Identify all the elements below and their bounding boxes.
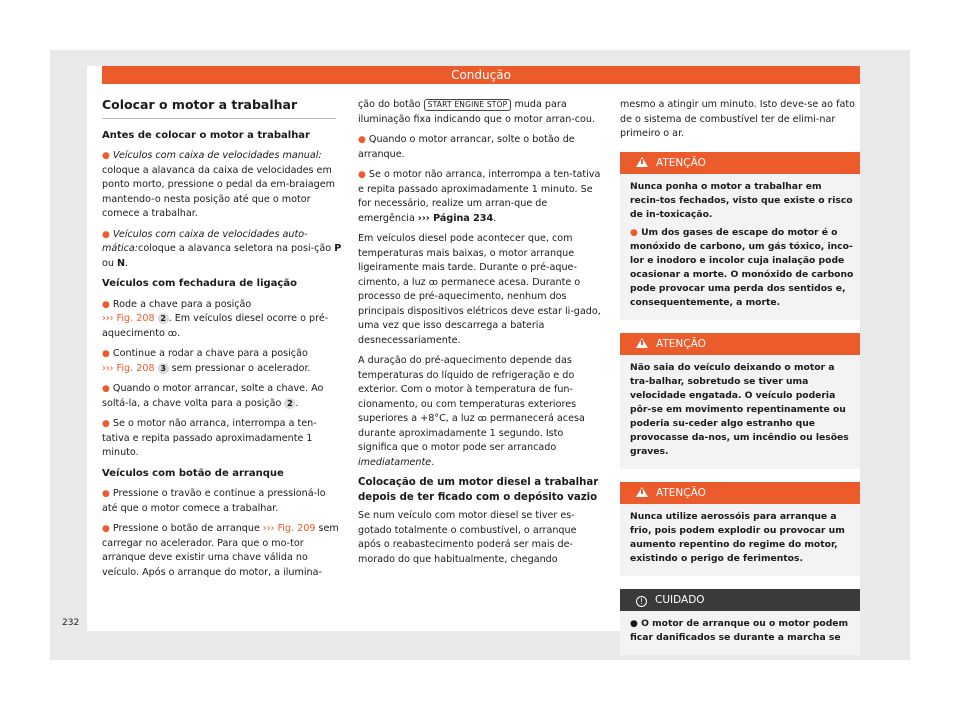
subhead-diesel-empty-tank: Colocação de um motor diesel a trabalhar depois de ter ficado com o depósito vazio (358, 477, 599, 503)
bullet-icon: ● (102, 384, 110, 394)
start-engine-stop-key: START ENGINE STOP (424, 99, 512, 111)
fig-209-link[interactable]: ››› Fig. 209 (262, 523, 316, 534)
caution-title: CUIDADO (655, 593, 705, 606)
diesel-empty-text: Se num veículo com motor diesel se tiver es-gotado totalmente o combustível, o arranque após o reabastecimento poderá ser mais de-morado do que habitualmente, chegando (358, 510, 577, 565)
warning-triangle-icon (636, 157, 648, 167)
release-key-text: Quando o motor arrancar, solte a chave. Ao soltá-la, a chave volta para a posição (102, 383, 324, 409)
turn-key-text: Rode a chave para a posição (112, 298, 252, 310)
diesel-cold-text: Em veículos diesel pode acontecer que, com temperaturas mais baixas, o motor arranque ligeiramente mais tarde. Durante o pré-aque-cimento, a luz (358, 233, 577, 288)
warning-triangle-icon (636, 338, 648, 348)
preheat-duration-text: A duração do pré-aquecimento depende das temperaturas do líquido de refrigeração e do exterior. Com o motor à temperatura de fun-cionamento, ou com temperaturas exteriores superiores a +8°C, a luz (358, 355, 577, 424)
period: . (431, 456, 435, 468)
para-automatic-gearbox (102, 228, 342, 272)
fig-208-link[interactable]: ››› Fig. 208 (102, 362, 155, 374)
period: . (295, 397, 299, 409)
glow-plug-icon: ꝏ (167, 328, 178, 339)
position-p: P (334, 243, 342, 254)
warning-title: ATENÇÃO (656, 486, 706, 499)
press-brake-text: Pressione o travão e continue a pressioná-lo até que o motor comece a trabalhar. (102, 488, 326, 514)
column-2 (358, 98, 602, 573)
page-number: 232 (62, 618, 80, 628)
warning-body (620, 174, 860, 320)
bullet-icon: ● (102, 229, 110, 240)
bullet-icon: ● (358, 135, 366, 145)
bullet-icon: ● (102, 151, 110, 161)
para-press-brake (102, 487, 342, 516)
button-illumination-text: ção do botão (358, 99, 424, 110)
para-diesel-cold (358, 232, 602, 348)
para-button-illumination (358, 98, 602, 127)
text-or: ou (102, 257, 117, 269)
period: . (493, 212, 497, 224)
warning-box-1 (620, 152, 860, 320)
release-button-text: Quando o motor arrancar, solte o botão de arranque. (358, 134, 575, 160)
auto-gearbox-text: coloque a alavanca seletora na posi-ção (138, 243, 335, 254)
caution-body (620, 611, 860, 655)
fig-208-link[interactable]: ››› Fig. 208 (102, 313, 155, 324)
bullet-icon: ● (102, 489, 110, 499)
column-3 (620, 98, 860, 655)
warning-text: Nunca ponha o motor a trabalhar em recin-tos fechados, visto que existe o risco de in-toxicação. (630, 180, 853, 220)
turn-key-text-2: . Em veículos diesel ocorre o pré-aquecimento (102, 313, 329, 339)
auto-gearbox-label: Veículos com caixa de velocidades auto-mática: (102, 228, 308, 254)
glow-plug-icon: ꝏ (477, 414, 487, 424)
warning-title: ATENÇÃO (656, 337, 706, 350)
subhead-ignition-lock: Veículos com fechadura de ligação (102, 278, 297, 289)
warning-header (620, 333, 860, 355)
position-n: N (117, 257, 126, 269)
para-release-button (358, 133, 602, 162)
retry-text: Se o motor não arranca, interrompa a ten-tativa e repita passado aproximadamente 1 minuto. (102, 418, 317, 458)
air-removal-text: mesmo a atingir um minuto. Isto deve-se ao fato de o sistema de combustível ter de elimi-nar primeiro o ar. (620, 99, 855, 139)
continue-turning-text: Continue a rodar a chave para a posição (112, 348, 308, 359)
bullet-icon: ● (102, 419, 110, 429)
info-icon: ! (636, 596, 647, 607)
bullet-icon: ● (358, 170, 366, 180)
warning-text: Não saia do veículo deixando o motor a tra-balhar, sobretudo se tiver uma velocidade engatada. O veículo poderia pôr-se em movimento repentinamente ou poderia su-ceder algo estranho que provocasse da-nos, um incêndio ou lesões graves. (630, 361, 849, 457)
warning-box-2 (620, 333, 860, 469)
preheat-duration-text-2: permanecerá acesa durante aproximadamente 1 segundo. Isto significa que o motor pode ser arrancado (358, 413, 585, 453)
section-title: Colocar o motor a trabalhar (102, 98, 336, 119)
warning-text: Nunca utilize aerossóis para arranque a frio, pois podem explodir ou provocar um aumento repentino do regime do motor, existindo o perigo de ferimentos. (630, 510, 845, 564)
continue-turning-text-2: sem pressionar o acelerador. (168, 362, 311, 374)
para-press-start-button (102, 522, 342, 580)
bullet-icon: ● (102, 299, 110, 310)
caution-header (620, 589, 860, 611)
bullet-icon: ● (102, 524, 110, 534)
warning-text-2: Um dos gases de escape do motor é o monóxido de carbono, um gás tóxico, inco-lor e inodoro e incolor cuja inalação pode ocasionar a morte. O monóxido de carbono pode provocar uma perda dos sentidos e, consequentemente, a morte. (630, 226, 854, 308)
para-emergency-start (358, 168, 602, 226)
warning-body (620, 355, 860, 469)
manual-gearbox-text: coloque a alavanca da caixa de velocidades em ponto morto, pressione o pedal da em-braiagem mantendo-o nesta posição até que o motor comece a trabalhar. (102, 164, 336, 219)
subhead-start-button: Veículos com botão de arranque (102, 467, 284, 479)
column-1 (102, 98, 342, 586)
press-start-text-2: sem carregar no acelerador. Para que o mo-tor arranque deve existir uma chave válida no veículo. Após o arranque do motor, a ilumina- (102, 523, 339, 578)
page-234-link[interactable]: ››› Página 234 (417, 212, 494, 224)
para-turn-key (102, 298, 342, 342)
bullet-icon: ● (102, 349, 110, 359)
para-release-key (102, 382, 342, 411)
warning-header (620, 152, 860, 174)
para-continue-turning (102, 347, 342, 376)
caution-text-bullet (630, 617, 854, 645)
chapter-header: Condução (102, 66, 860, 84)
caution-text: O motor de arranque ou o motor podem ficar danificados se durante a marcha se (630, 617, 849, 643)
para-air-removal (620, 98, 860, 142)
bullet-icon: ● (630, 227, 638, 238)
button-illumination-text-2: muda para iluminação fixa indicando que o motor arran-cou. (358, 99, 596, 125)
para-retry (102, 417, 342, 461)
emergency-start-text: Se o motor não arranca, interrompa a ten-tativa e repita passado aproximadamente 1 minuto. Se for necessário, realize um arran-que de emergência (358, 169, 601, 224)
press-start-text: Pressione o botão de arranque (112, 523, 263, 534)
position-2-badge: 2 (284, 398, 295, 409)
period: . (125, 257, 129, 269)
warning-box-3 (620, 482, 860, 576)
warning-header (620, 482, 860, 504)
position-3-badge: 3 (158, 363, 169, 374)
immediately-text: imediatamente (358, 456, 432, 468)
bullet-icon: ● (630, 618, 638, 629)
manual-gearbox-label: Veículos com caixa de velocidades manual: (112, 150, 322, 161)
period: . (177, 327, 181, 339)
warning-body (620, 504, 860, 576)
subhead-before-start: Antes de colocar o motor a trabalhar (102, 129, 310, 141)
warning-text-bullet (630, 226, 854, 310)
para-diesel-empty (358, 509, 602, 567)
diesel-cold-text-2: permanece acesa. Durante o processo de pré-aquecimento, nenhum dos principais dispositivos elétricos deve estar li-gado, uma vez que isso descarrega a bateria desnecessariamente. (358, 276, 601, 346)
position-2-badge: 2 (158, 313, 169, 324)
caution-box (620, 589, 860, 655)
para-manual-gearbox (102, 149, 342, 222)
warning-triangle-icon (636, 487, 648, 497)
para-preheat-duration (358, 354, 602, 470)
glow-plug-icon: ꝏ (428, 277, 438, 288)
warning-title: ATENÇÃO (656, 156, 706, 169)
